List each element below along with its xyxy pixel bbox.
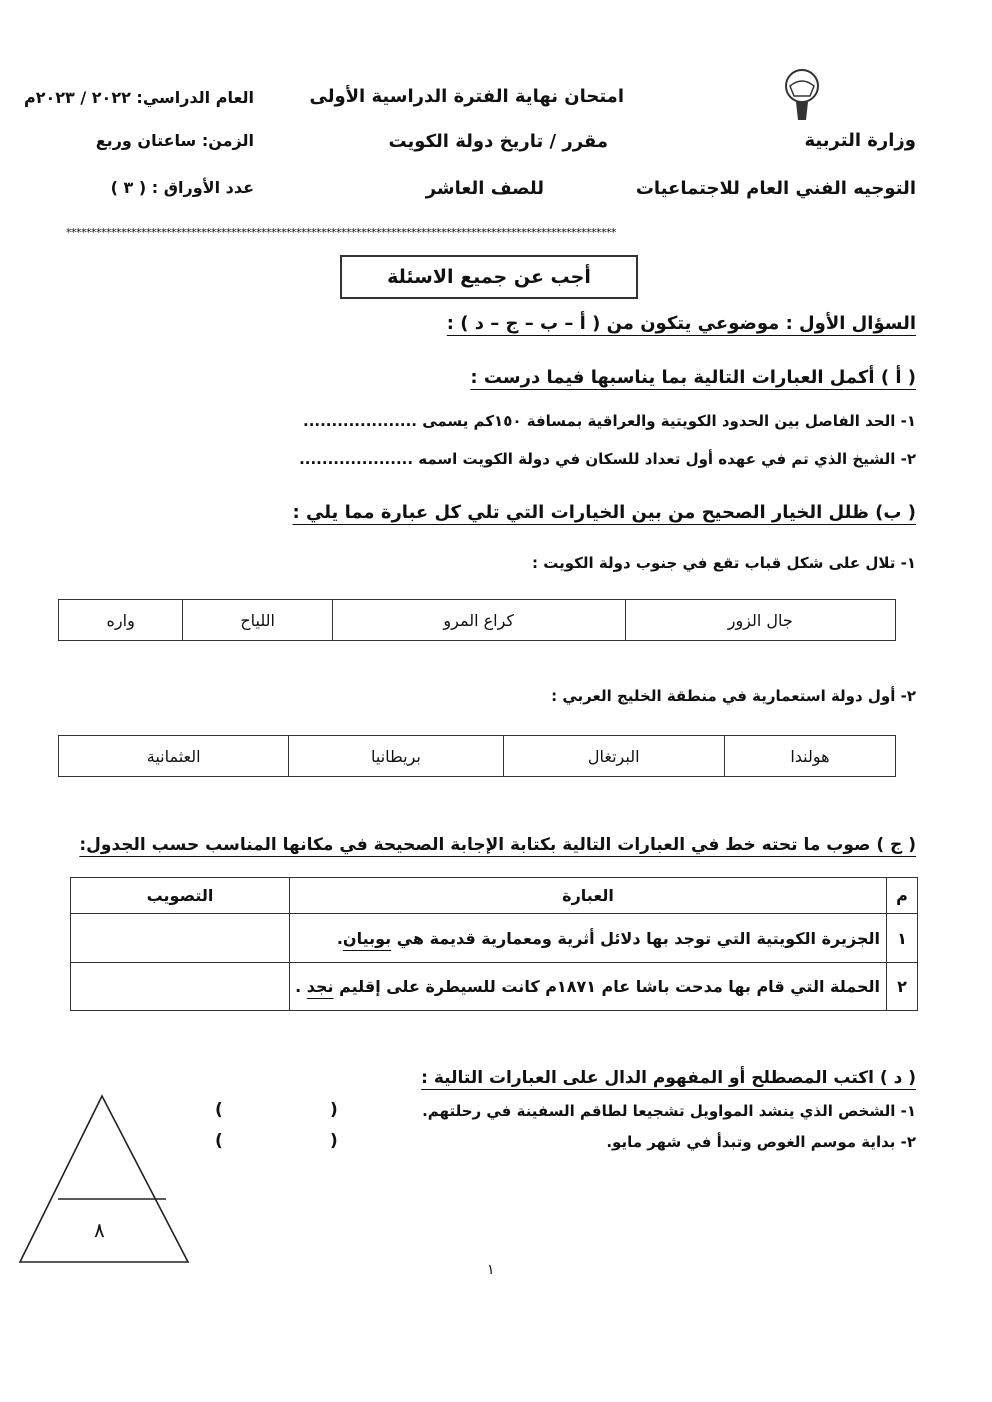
- paren-open: (: [330, 1131, 338, 1151]
- option[interactable]: جال الزور: [625, 600, 895, 641]
- section-d-title: ( د ) اكتب المصطلح أو المفهوم الدال على العبارات التالية :: [421, 1068, 916, 1088]
- section-a-item-1: ١- الحد الفاصل بين الحدود الكويتية والعراقية بمسافة ١٥٠كم يسمى ....................: [303, 412, 916, 430]
- option[interactable]: بريطانيا: [289, 736, 503, 777]
- option[interactable]: البرتغال: [503, 736, 724, 777]
- ministry-name: وزارة التربية: [804, 130, 916, 151]
- section-d-item-2: ٢- بداية موسم الغوص وتبدأ في شهر مايو.: [606, 1133, 916, 1151]
- section-a-item-2: ٢- الشيخ الذي تم في عهده أول تعداد للسكان في دولة الكويت اسمه ....................: [299, 450, 916, 468]
- correction-table: [70, 877, 918, 1011]
- options-table-2: [58, 735, 896, 777]
- paren-close: ): [215, 1131, 223, 1151]
- correction-cell[interactable]: [71, 914, 290, 963]
- header-num: م: [887, 878, 918, 914]
- exam-title: امتحان نهاية الفترة الدراسية الأولى: [309, 86, 624, 107]
- page-number: ١: [487, 1262, 495, 1278]
- header-correction: التصويب: [71, 878, 290, 914]
- paren-open: (: [330, 1100, 338, 1120]
- q1-title: السؤال الأول : موضوعي يتكون من ( أ – ب – ج – د ) :: [446, 313, 916, 334]
- academic-year: العام الدراسي: ٢٠٢٢ / ٢٠٢٣م: [24, 88, 254, 107]
- option[interactable]: كراع المرو: [332, 600, 625, 641]
- instruction-box: أجب عن جميع الاسئلة: [340, 255, 638, 299]
- score-value: ٨: [94, 1218, 105, 1242]
- section-a-title: ( أ ) أكمل العبارات التالية بما يناسبها فيما درست :: [470, 367, 916, 388]
- grade: للصف العاشر: [425, 178, 544, 199]
- row-statement: الجزيرة الكويتية التي توجد بها دلائل أثرية ومعمارية قديمة هي بوبيان.: [290, 914, 887, 963]
- row-number: ١: [887, 914, 918, 963]
- section-b-question-1: ١- تلال على شكل قباب تقع في جنوب دولة الكويت :: [532, 554, 916, 572]
- option[interactable]: العثمانية: [59, 736, 289, 777]
- header-statement: العبارة: [290, 878, 887, 914]
- correction-cell[interactable]: [71, 963, 290, 1011]
- section-b-title: ( ب) ظلل الخيار الصحيح من بين الخيارات التي تلي كل عبارة مما يلي :: [292, 502, 916, 523]
- separator-line: **************************************************************************************************************: [66, 226, 616, 239]
- exam-time: الزمن: ساعتان وربع: [95, 131, 254, 150]
- section-c-title: ( ج ) صوب ما تحته خط في العبارات التالية بكتابة الإجابة الصحيحة في مكانها المناسب حسب الجدول:: [79, 835, 916, 855]
- score-triangle-icon: [15, 1092, 195, 1267]
- row-statement: الحملة التي قام بها مدحت باشا عام ١٨٧١م كانت للسيطرة على إقليم نجد .: [290, 963, 887, 1011]
- course-name: مقرر / تاريخ دولة الكويت: [388, 131, 608, 152]
- table-row: [71, 914, 918, 963]
- department-name: التوجيه الفني العام للاجتماعيات: [635, 178, 916, 199]
- kuwait-emblem-icon: [780, 68, 824, 124]
- page-count: عدد الأوراق : ( ٣ ): [110, 178, 254, 197]
- option[interactable]: واره: [59, 600, 183, 641]
- option[interactable]: اللياح: [183, 600, 333, 641]
- row-number: ٢: [887, 963, 918, 1011]
- option[interactable]: هولندا: [724, 736, 895, 777]
- table-row: [71, 963, 918, 1011]
- paren-close: ): [215, 1100, 223, 1120]
- options-table-1: [58, 599, 896, 641]
- section-d-item-1: ١- الشخص الذي ينشد المواويل تشجيعا لطاقم السفينة في رحلتهم.: [422, 1102, 916, 1120]
- section-b-question-2: ٢- أول دولة استعمارية في منطقة الخليج العربي :: [551, 687, 916, 705]
